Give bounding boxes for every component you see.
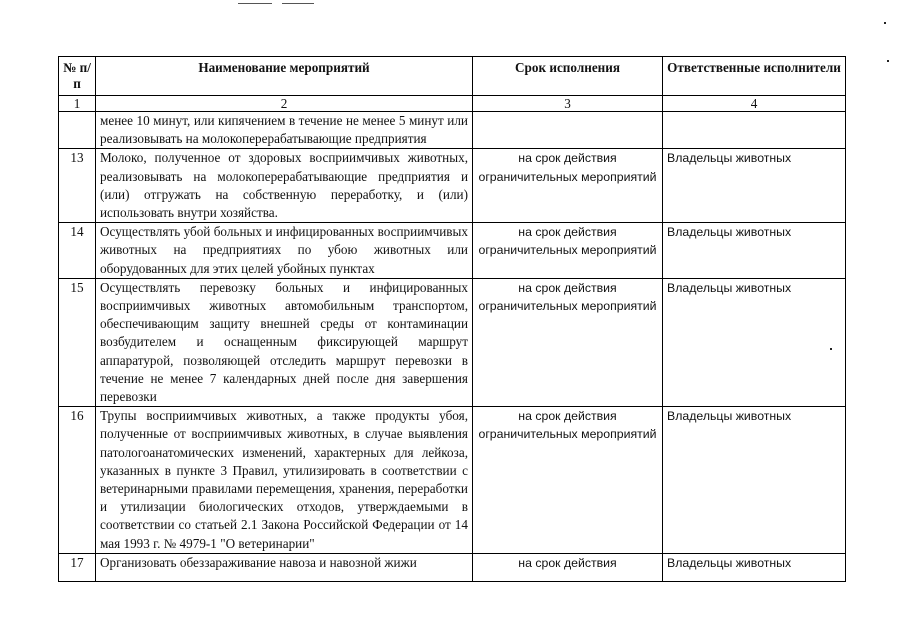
header-responsible: Ответственные исполнители xyxy=(663,57,846,96)
header-num: № п/п xyxy=(59,57,96,96)
table-row xyxy=(59,553,846,581)
table-row xyxy=(59,223,846,279)
responsible-text: Владельцы животных xyxy=(667,555,792,570)
term: на срок действия ограничительных мероприятий xyxy=(473,223,663,279)
column-number-row xyxy=(59,96,846,112)
term-cell xyxy=(473,112,663,149)
row-number: 16 xyxy=(59,407,96,554)
row-number: 14 xyxy=(59,223,96,279)
responsible: Владельцы животных xyxy=(663,223,846,279)
header-term: Срок исполнения xyxy=(473,57,663,96)
term: на срок действия ограничительных мероприятий xyxy=(473,278,663,406)
term xyxy=(473,553,663,581)
table-row xyxy=(59,278,846,406)
responsible: Владельцы животных xyxy=(663,407,846,554)
scan-artifact-line xyxy=(282,3,314,4)
row-number: 13 xyxy=(59,149,96,223)
table-row xyxy=(59,149,846,223)
measure-name: Осуществлять убой больных и инфицированных восприимчивых животных на предприятиях по убою животных или оборудованных для этих целей убойных пунктах xyxy=(96,223,473,279)
measure-name-text: Организовать обеззараживание навоза и навозной жижи xyxy=(100,554,417,570)
measure-name: Трупы восприимчивых животных, а также продукты убоя, полученные от восприимчивых животных, в случае выявления патологоанатомических изменений, характерных для лейкоза, указанных в пункте 3 Правил, утилизировать в соответствии с ветеринарными правилами перемещения, хранения, переработки и утилизации биологических отходов, утверждаемыми в соответствии со статьей 2.1 Закона Российской Федерации от 14 мая 1993 г. № 4979-1 "О ветеринарии" xyxy=(96,407,473,554)
measure-name xyxy=(96,553,473,581)
responsible xyxy=(663,553,846,581)
column-number: 1 xyxy=(59,96,96,112)
scan-artifact-dot xyxy=(887,60,889,62)
term: на срок действия ограничительных мероприятий xyxy=(473,149,663,223)
table-row xyxy=(59,407,846,554)
responsible-cell xyxy=(663,112,846,149)
measure-name-cell: менее 10 минут, или кипячением в течение не менее 5 минут или реализовывать на молокоперерабатывающие предприятия xyxy=(96,112,473,149)
row-number-cell xyxy=(59,112,96,149)
column-number: 3 xyxy=(473,96,663,112)
row-number: 15 xyxy=(59,278,96,406)
term: на срок действия ограничительных мероприятий xyxy=(473,407,663,554)
measure-name: Молоко, полученное от здоровых восприимчивых животных, реализовывать на молокоперерабатывающие предприятия и (или) отгружать на собственную переработку, и (или) использовать внутри хозяйства. xyxy=(96,149,473,223)
responsible: Владельцы животных xyxy=(663,278,846,406)
column-number: 2 xyxy=(96,96,473,112)
header-row xyxy=(59,57,846,96)
term-text: на срок действия xyxy=(518,555,617,570)
row-number-text: 17 xyxy=(70,554,84,570)
scan-artifact-dot xyxy=(884,22,886,24)
table-row xyxy=(59,112,846,149)
column-number: 4 xyxy=(663,96,846,112)
row-number xyxy=(59,553,96,581)
measures-table xyxy=(58,56,846,582)
responsible: Владельцы животных xyxy=(663,149,846,223)
header-name: Наименование мероприятий xyxy=(96,57,473,96)
measure-name: Осуществлять перевозку больных и инфицированных восприимчивых животных автомобильным транспортом, обеспечивающим защиту внешней среды от контаминации возбудителем и оснащенным фиксирующей маршрут аппаратурой, позволяющей отследить маршрут перевозки в течение не менее 7 календарных дней после дня завершения перевозки xyxy=(96,278,473,406)
scan-artifact-line xyxy=(238,3,272,4)
